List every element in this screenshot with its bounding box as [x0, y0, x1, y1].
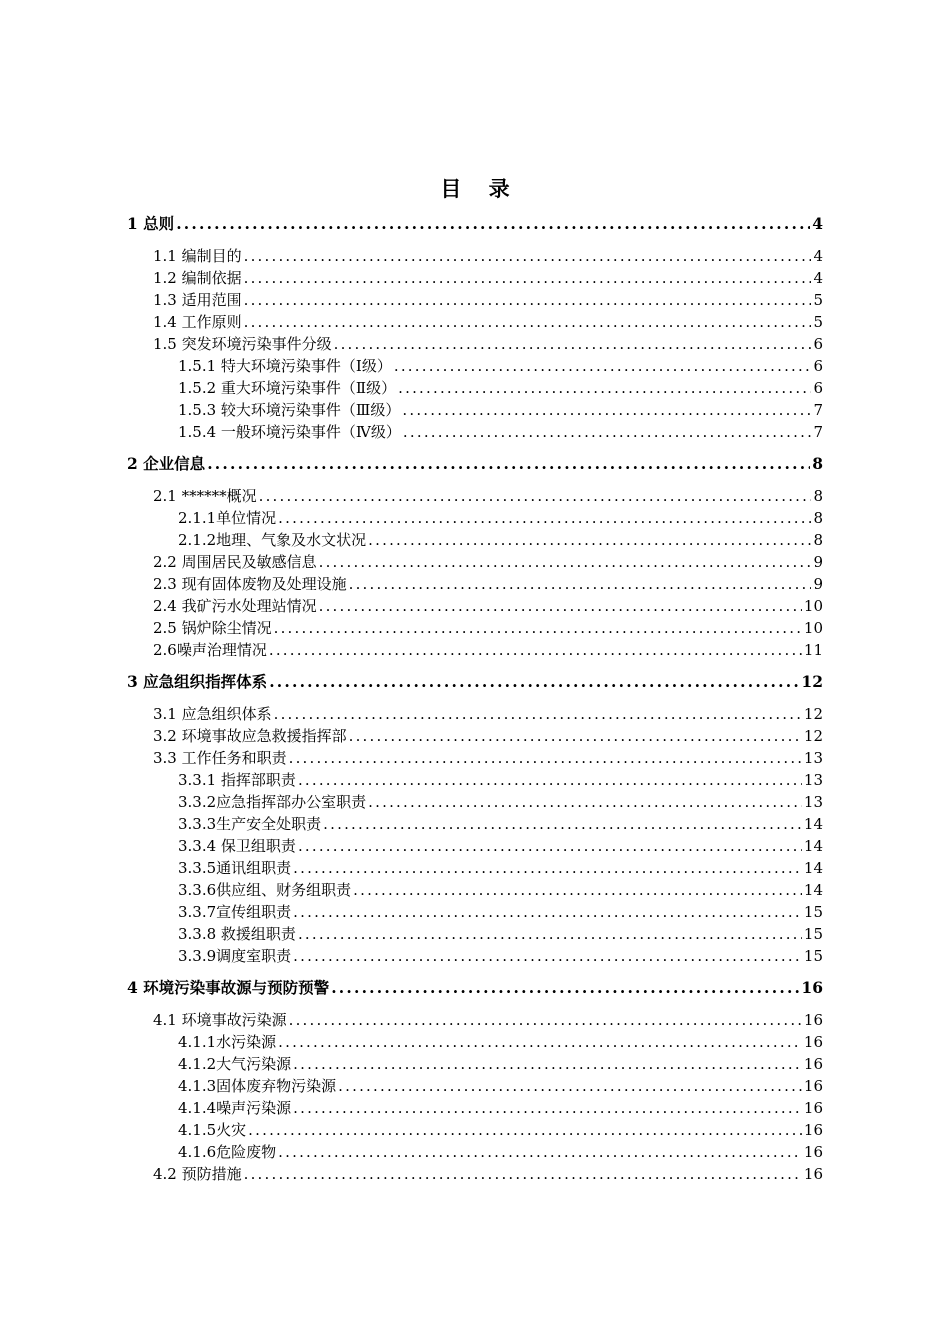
toc-page-number: 4: [813, 269, 823, 287]
toc-entry-text: 1.4 工作原则: [153, 313, 242, 331]
toc-entry[interactable]: [127, 879, 823, 901]
toc-entry[interactable]: [127, 1075, 823, 1097]
toc-page-number: 16: [803, 1033, 823, 1051]
toc-entry-text: 1.1 编制目的: [153, 247, 242, 265]
toc-dot-leader: [402, 399, 811, 421]
toc-dot-leader: [319, 595, 802, 617]
toc-dot-leader: [244, 1163, 802, 1185]
toc-dot-leader: [298, 769, 802, 791]
toc-dot-leader: [368, 791, 802, 813]
toc-dot-leader: [338, 1075, 802, 1097]
toc-entry-text: 2.5 锅炉除尘情况: [153, 619, 272, 637]
toc-entry-text: 4.2 预防措施: [153, 1165, 242, 1183]
toc-dot-leader: [289, 747, 802, 769]
toc-entry[interactable]: [127, 639, 823, 661]
toc-page-number: 15: [803, 903, 823, 921]
toc-page-number: 13: [803, 771, 823, 789]
toc-entry-text: 1.5.2 重大环境污染事件（Ⅱ级）: [178, 379, 397, 397]
toc-entry[interactable]: [127, 1141, 823, 1163]
toc-page-number: 15: [803, 925, 823, 943]
toc-entry-text: 1 总则: [127, 214, 175, 233]
toc-entry[interactable]: [127, 1119, 823, 1141]
toc-entry[interactable]: [127, 551, 823, 573]
toc-page-number: 16: [803, 1077, 823, 1095]
toc-entry-text: 3.3.1 指挥部职责: [178, 771, 296, 789]
toc-entry[interactable]: [127, 245, 823, 267]
toc-entry-text: 3.3.6供应组、财务组职责: [178, 881, 352, 899]
toc-page-number: 7: [813, 401, 823, 419]
toc-entry[interactable]: [127, 813, 823, 835]
toc-dot-leader: [403, 421, 811, 443]
toc-entry[interactable]: [127, 399, 823, 421]
toc-entry-text: 3.1 应急组织体系: [153, 705, 272, 723]
toc-page-number: 15: [803, 947, 823, 965]
toc-page-number: 6: [813, 357, 823, 375]
toc-entry[interactable]: [127, 1031, 823, 1053]
toc-dot-leader: [334, 333, 811, 355]
toc-page-number: 11: [803, 641, 823, 659]
toc-page-number: 14: [803, 815, 823, 833]
toc-page-number: 6: [813, 335, 823, 353]
toc-entry[interactable]: [127, 923, 823, 945]
toc-dot-leader: [289, 1009, 802, 1031]
toc-entry[interactable]: [127, 769, 823, 791]
toc-entry[interactable]: [127, 1009, 823, 1031]
toc-entry[interactable]: [127, 507, 823, 529]
toc-dot-leader: [278, 1031, 802, 1053]
toc-page-number: 12: [803, 705, 823, 723]
toc-dot-leader: [319, 551, 811, 573]
toc-dot-leader: [274, 703, 802, 725]
toc-entry[interactable]: [127, 333, 823, 355]
toc-entry-text: 2.1.1单位情况: [178, 509, 277, 527]
toc-dot-leader: [293, 945, 802, 967]
toc-page-number: 9: [813, 553, 823, 571]
toc-dot-leader: [207, 452, 810, 476]
toc-entry-text: 3.3.7宣传组职责: [178, 903, 292, 921]
toc-page-number: 12: [801, 672, 823, 691]
toc-entry-text: 2.2 周围居民及敏感信息: [153, 553, 317, 571]
toc-dot-leader: [323, 813, 802, 835]
toc-entry-text: 4.1.1水污染源: [178, 1033, 277, 1051]
toc-dot-leader: [293, 1053, 802, 1075]
toc-dot-leader: [298, 835, 802, 857]
toc-entry-text: 3 应急组织指挥体系: [127, 672, 268, 691]
toc-entry[interactable]: [127, 901, 823, 923]
toc-dot-leader: [278, 1141, 802, 1163]
toc-entry-text: 4.1.5火灾: [178, 1121, 247, 1139]
toc-entry-text: 1.2 编制依据: [153, 269, 242, 287]
toc-page-number: 5: [813, 313, 823, 331]
toc-page-number: 8: [812, 454, 823, 473]
toc-entry[interactable]: [127, 791, 823, 813]
toc-entry-text: 3.3.2应急指挥部办公室职责: [178, 793, 367, 811]
toc-entry-text: 4.1.6危险废物: [178, 1143, 277, 1161]
toc-dot-leader: [269, 670, 799, 694]
toc-dot-leader: [274, 617, 802, 639]
toc-page-number: 16: [803, 1165, 823, 1183]
toc-dot-leader: [278, 507, 811, 529]
toc-entry[interactable]: [127, 452, 823, 476]
toc-dot-leader: [244, 311, 811, 333]
toc-entry[interactable]: [127, 529, 823, 551]
toc-entry-text: 1.5.1 特大环境污染事件（Ⅰ级）: [178, 357, 392, 375]
toc-entry[interactable]: [127, 1163, 823, 1185]
toc-entry-text: 4.1 环境事故污染源: [153, 1011, 287, 1029]
toc-entry-text: 2.4 我矿污水处理站情况: [153, 597, 317, 615]
toc-page-number: 12: [803, 727, 823, 745]
toc-entry-text: 1.5.3 较大环境污染事件（Ⅲ级）: [178, 401, 401, 419]
toc-page-number: 8: [813, 509, 823, 527]
toc-entry-text: 3.3.8 救援组职责: [178, 925, 296, 943]
toc-page-number: 10: [803, 597, 823, 615]
toc-dot-leader: [293, 901, 802, 923]
toc-dot-leader: [269, 639, 802, 661]
toc-dot-leader: [398, 377, 811, 399]
toc-entry[interactable]: [127, 747, 823, 769]
toc-page-number: 14: [803, 881, 823, 899]
toc-entry[interactable]: [127, 1097, 823, 1119]
toc-entry-text: 4 环境污染事故源与预防预警: [127, 978, 330, 997]
toc-page-number: 6: [813, 379, 823, 397]
toc-page-number: 10: [803, 619, 823, 637]
toc-dot-leader: [244, 245, 811, 267]
toc-entry[interactable]: [127, 573, 823, 595]
toc-entry[interactable]: [127, 976, 823, 1000]
toc-dot-leader: [244, 289, 811, 311]
toc-page-number: 16: [803, 1121, 823, 1139]
toc-dot-leader: [244, 267, 811, 289]
toc-entry[interactable]: [127, 421, 823, 443]
toc-entry[interactable]: [127, 670, 823, 694]
toc-entry-text: 3.3.4 保卫组职责: [178, 837, 296, 855]
toc-page-number: 13: [803, 793, 823, 811]
toc-entry-text: 2.1.2地理、气象及水文状况: [178, 531, 367, 549]
toc-page-number: 16: [801, 978, 823, 997]
toc-page-number: 5: [813, 291, 823, 309]
toc-entry-text: 2.3 现有固体废物及处理设施: [153, 575, 347, 593]
toc-entry-text: 1.3 适用范围: [153, 291, 242, 309]
toc-page-number: 9: [813, 575, 823, 593]
toc-page-number: 16: [803, 1011, 823, 1029]
toc-entry-text: 3.3.3生产安全处职责: [178, 815, 322, 833]
toc-entry-text: 1.5.4 一般环境污染事件（Ⅳ级）: [178, 423, 401, 441]
toc-entry[interactable]: [127, 595, 823, 617]
toc-entry[interactable]: [127, 617, 823, 639]
toc-entry-text: 1.5 突发环境污染事件分级: [153, 335, 332, 353]
toc-dot-leader: [394, 355, 811, 377]
toc-entry[interactable]: [127, 1053, 823, 1075]
toc-entry[interactable]: [127, 355, 823, 377]
toc-entry[interactable]: [127, 377, 823, 399]
toc-dot-leader: [368, 529, 811, 551]
toc-title: 目 录: [440, 176, 520, 201]
toc-page-number: 16: [803, 1143, 823, 1161]
toc-dot-leader: [259, 485, 811, 507]
toc-page-number: 4: [812, 214, 823, 233]
toc-entry-text: 4.1.3固体废弃物污染源: [178, 1077, 337, 1095]
toc-page-number: 14: [803, 837, 823, 855]
toc-entry[interactable]: [127, 725, 823, 747]
table-of-contents: [127, 212, 823, 1185]
toc-dot-leader: [331, 976, 799, 1000]
toc-page-number: 14: [803, 859, 823, 877]
toc-entry-text: 2 企业信息: [127, 454, 206, 473]
toc-page-number: 4: [813, 247, 823, 265]
toc-page-number: 8: [813, 531, 823, 549]
toc-entry[interactable]: [127, 267, 823, 289]
toc-entry[interactable]: [127, 835, 823, 857]
toc-dot-leader: [293, 1097, 802, 1119]
toc-dot-leader: [176, 212, 810, 236]
toc-entry[interactable]: [127, 311, 823, 333]
toc-entry-text: 3.3.9调度室职责: [178, 947, 292, 965]
toc-page-number: 13: [803, 749, 823, 767]
toc-entry[interactable]: [127, 289, 823, 311]
toc-entry[interactable]: [127, 703, 823, 725]
toc-page-number: 7: [813, 423, 823, 441]
toc-dot-leader: [298, 923, 802, 945]
toc-entry-text: 2.1 ******概况: [153, 487, 257, 505]
toc-page-number: 16: [803, 1099, 823, 1117]
toc-dot-leader: [248, 1119, 802, 1141]
toc-page-number: 8: [813, 487, 823, 505]
toc-entry-text: 3.2 环境事故应急救援指挥部: [153, 727, 347, 745]
toc-dot-leader: [353, 879, 802, 901]
toc-entry[interactable]: [127, 212, 823, 236]
toc-entry[interactable]: [127, 945, 823, 967]
toc-entry-text: 3.3.5通讯组职责: [178, 859, 292, 877]
toc-entry-text: 2.6噪声治理情况: [153, 641, 267, 659]
toc-dot-leader: [349, 573, 811, 595]
toc-page-number: 16: [803, 1055, 823, 1073]
toc-entry[interactable]: [127, 485, 823, 507]
toc-entry-text: 4.1.2大气污染源: [178, 1055, 292, 1073]
toc-dot-leader: [349, 725, 802, 747]
toc-entry-text: 3.3 工作任务和职责: [153, 749, 287, 767]
toc-entry[interactable]: [127, 857, 823, 879]
toc-dot-leader: [293, 857, 802, 879]
toc-entry-text: 4.1.4噪声污染源: [178, 1099, 292, 1117]
